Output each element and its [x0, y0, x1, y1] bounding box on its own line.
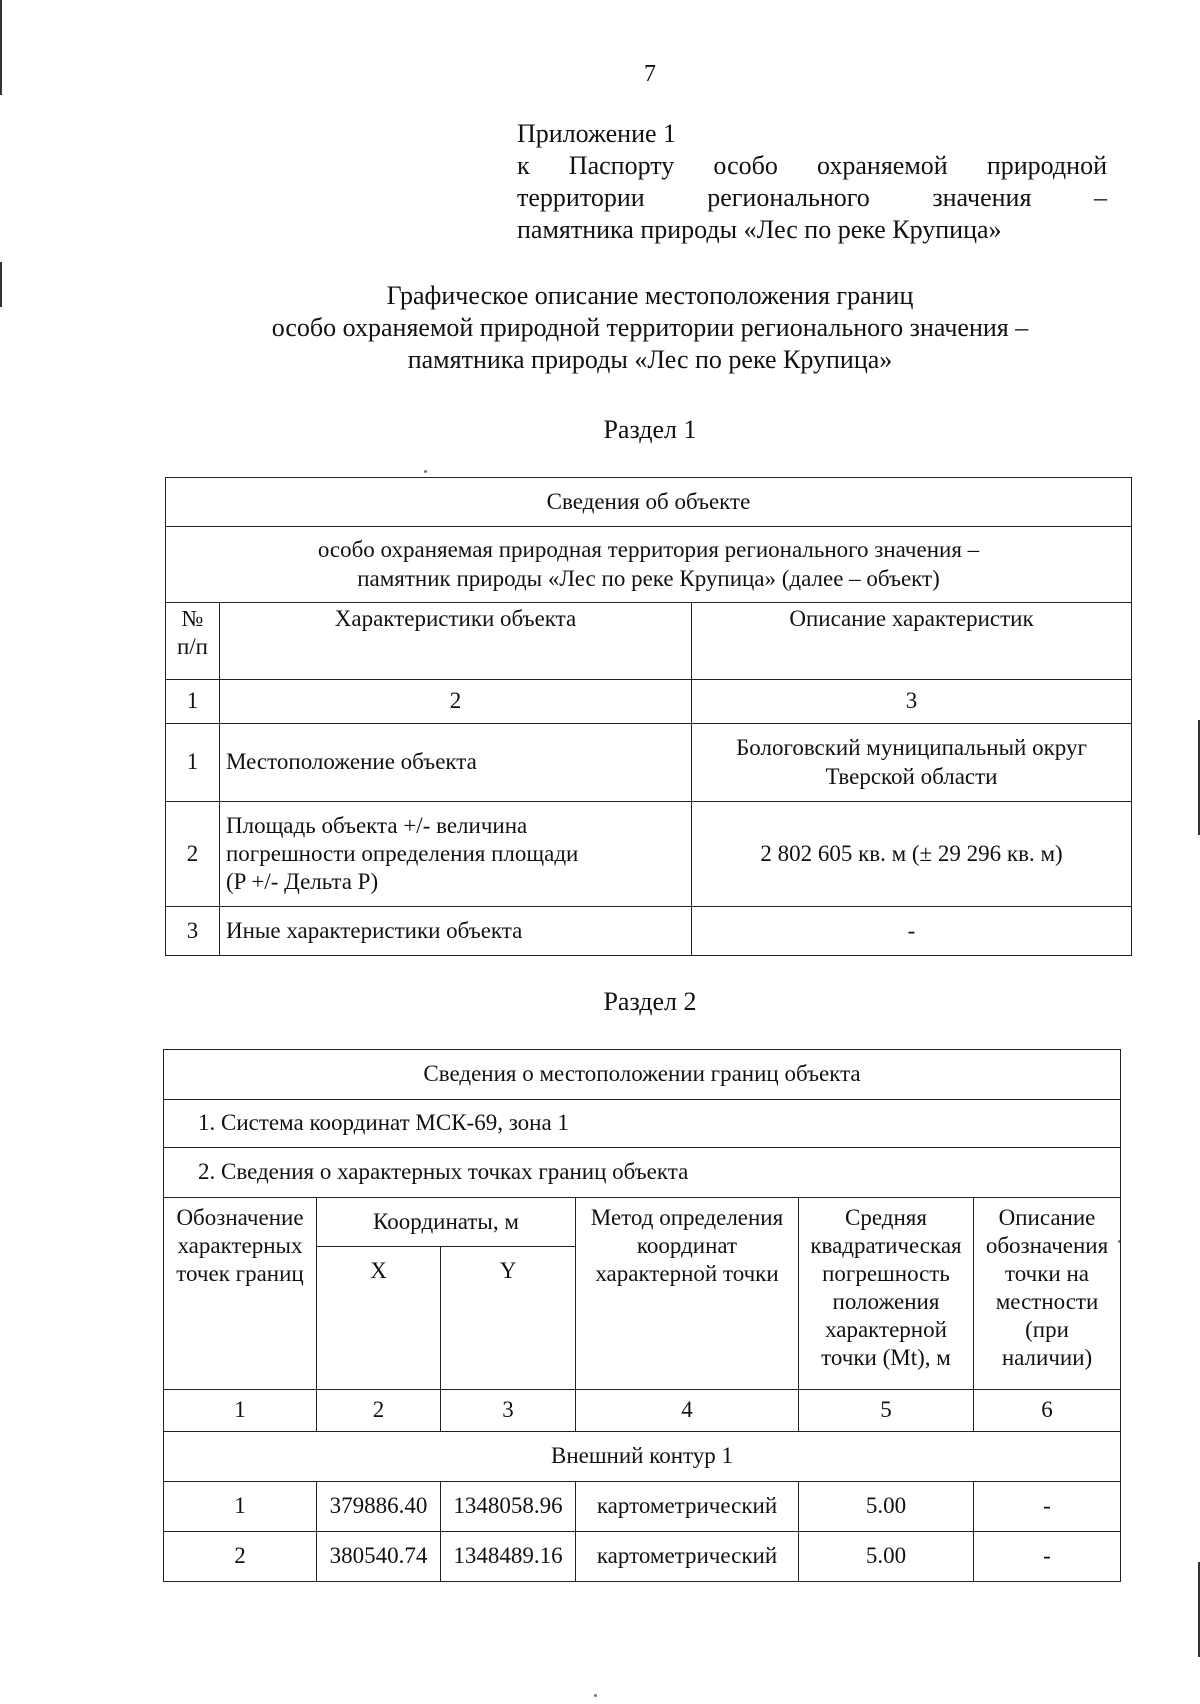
row-number: 2 — [166, 802, 220, 907]
section-1-title: Раздел 1 — [603, 415, 697, 444]
appendix-line-4: памятника природы «Лес по реке Крупица» — [517, 214, 1002, 244]
point-accuracy: 5.00 — [799, 1532, 974, 1582]
column-number-3: 3 — [441, 1390, 576, 1432]
column-number-5: 5 — [799, 1390, 974, 1432]
object-info-caption: Сведения об объекте — [166, 478, 1132, 527]
boundary-caption: Сведения о местоположении границ объекта — [164, 1050, 1121, 1100]
table-row — [166, 907, 1132, 956]
header-number-abbr: п/п — [176, 634, 208, 660]
appendix-line-2: к Паспорту особо охраняемой природной — [517, 150, 1107, 180]
column-number-1: 1 — [164, 1390, 317, 1432]
row-characteristic: Иные характеристики объекта — [220, 907, 692, 956]
point-id: 2 — [164, 1532, 317, 1582]
row-number: 1 — [166, 724, 220, 802]
column-number-4: 4 — [576, 1390, 799, 1432]
point-x: 380540.74 — [317, 1532, 441, 1582]
header-accuracy: Средняя квадратическая погрешность положения характерной точки (Mt), м — [799, 1198, 974, 1390]
appendix-line-3: территории регионального значения – — [517, 182, 1107, 212]
row-characteristic-line-1: Площадь объекта +/- величина — [226, 812, 528, 838]
row-characteristic-line-2: погрешности определения площади — [226, 840, 579, 866]
row-characteristic-line-3: (P +/- Дельта P) — [226, 869, 379, 895]
row-number: 3 — [166, 907, 220, 956]
table-row — [166, 724, 1132, 802]
object-info-table — [165, 477, 1132, 956]
column-number-1: 1 — [166, 680, 220, 724]
coordinate-system: 1. Система координат МСК-69, зона 1 — [164, 1100, 1121, 1148]
scan-edge-mark — [0, 262, 2, 307]
header-number — [166, 603, 220, 680]
column-number-2: 2 — [317, 1390, 441, 1432]
header-marking: Описание обозначения точки на местности (при наличии) — [974, 1198, 1121, 1390]
point-method: картометрический — [576, 1532, 799, 1582]
row-value-line-1: Бологовский муниципальный округ — [736, 735, 1087, 761]
header-description: Описание характеристик — [692, 603, 1132, 680]
header-coordinates: Координаты, м — [317, 1198, 576, 1247]
table-row — [166, 802, 1132, 907]
object-name-line-2: памятник природы «Лес по реке Крупица» (далее – объект) — [357, 565, 940, 591]
header-x: X — [317, 1247, 441, 1390]
scan-speck — [594, 1694, 597, 1697]
column-number-6: 6 — [974, 1390, 1121, 1432]
header-method: Метод определения координат характерной точки — [576, 1198, 799, 1390]
section-2-title: Раздел 2 — [603, 987, 697, 1016]
point-y: 1348058.96 — [441, 1482, 576, 1532]
points-caption: 2. Сведения о характерных точках границ объекта — [164, 1148, 1121, 1198]
point-marking: - — [974, 1482, 1121, 1532]
title-line-1: Графическое описание местоположения границ — [386, 281, 914, 310]
header-number-sign: № — [181, 606, 204, 631]
table-row — [164, 1532, 1121, 1582]
title-line-2: особо охраняемой природной территории регионального значения – — [271, 312, 1029, 342]
point-accuracy: 5.00 — [799, 1482, 974, 1532]
row-characteristic — [220, 802, 692, 907]
document-title — [150, 280, 1150, 376]
point-marking: - — [974, 1532, 1121, 1582]
row-value — [692, 724, 1132, 802]
point-method: картометрический — [576, 1482, 799, 1532]
header-characteristic: Характеристики объекта — [220, 603, 692, 680]
appendix-line-1: Приложение 1 — [517, 119, 677, 148]
title-line-3: памятника природы «Лес по реке Крупица» — [407, 344, 893, 374]
appendix-block — [517, 118, 1107, 246]
boundary-points-table — [163, 1049, 1121, 1582]
object-name-line-1: особо охраняемая природная территория регионального значения – — [317, 537, 980, 563]
table-row — [164, 1482, 1121, 1532]
scan-speck — [424, 470, 427, 473]
object-name-cell — [166, 527, 1132, 603]
row-value-line-2: Тверской области — [825, 763, 998, 789]
page-number: 7 — [644, 61, 656, 87]
row-value: 2 802 605 кв. м (± 29 296 кв. м) — [692, 802, 1132, 907]
row-characteristic: Местоположение объекта — [220, 724, 692, 802]
header-y: Y — [441, 1247, 576, 1390]
column-number-3: 3 — [692, 680, 1132, 724]
point-x: 379886.40 — [317, 1482, 441, 1532]
point-id: 1 — [164, 1482, 317, 1532]
column-number-2: 2 — [220, 680, 692, 724]
point-y: 1348489.16 — [441, 1532, 576, 1582]
contour-label: Внешний контур 1 — [164, 1432, 1121, 1482]
row-value: - — [692, 907, 1132, 956]
header-designation: Обозначение характерных точек границ — [164, 1198, 317, 1390]
